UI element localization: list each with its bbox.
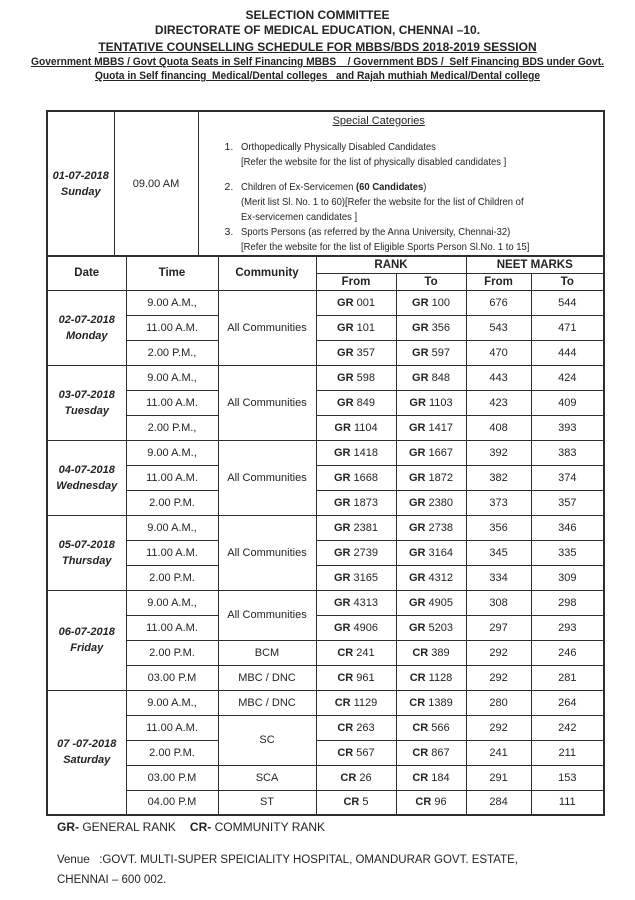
subtitle-line-1: Government MBBS / Govt Quota Seats in Self Financing MBBS / Government BDS / Self Financing BDS under Govt.	[31, 56, 604, 68]
time-cell: 11.00 A.M.	[126, 390, 218, 415]
special-session-row	[47, 111, 604, 256]
list-item-number: 1.	[224, 141, 234, 153]
rank-to-cell: CR 184	[396, 765, 466, 790]
time-cell: 03.00 P.M	[126, 765, 218, 790]
special-content-cell	[198, 111, 604, 256]
community-cell: All Communities	[218, 515, 316, 590]
date-value: 07 -07-2018	[57, 738, 117, 751]
rank-prefix: GR	[333, 596, 351, 609]
cr-abbreviation: CR-	[189, 820, 212, 834]
schedule-row	[47, 565, 604, 590]
time-cell: 9.00 A.M.,	[126, 440, 218, 465]
schedule-row	[47, 465, 604, 490]
neet-from-cell: 408	[466, 415, 531, 440]
neet-from-cell: 676	[466, 290, 531, 315]
schedule-row	[47, 340, 604, 365]
neet-to-cell: 281	[531, 665, 604, 690]
day-value: Tuesday	[64, 404, 109, 417]
text-segment: Orthopedically Physically Disabled Candidates	[240, 141, 436, 153]
community-cell: BCM	[218, 640, 316, 665]
schedule-row	[47, 290, 604, 315]
rank-prefix: CR	[409, 696, 426, 709]
neet-to-cell: 335	[531, 540, 604, 565]
neet-to-cell: 298	[531, 590, 604, 615]
special-day-value: Sunday	[60, 185, 101, 198]
date-value: 03-07-2018	[58, 388, 115, 401]
rank-prefix: GR	[333, 446, 351, 459]
rank-prefix: GR	[333, 471, 351, 484]
community-cell: All Communities	[218, 440, 316, 515]
date-cell	[47, 515, 126, 590]
neet-to-cell: 544	[531, 290, 604, 315]
rank-prefix: CR	[340, 771, 357, 784]
neet-to-cell: 211	[531, 740, 604, 765]
rank-from-cell: GR 357	[316, 340, 396, 365]
time-cell: 04.00 P.M	[126, 790, 218, 815]
time-cell: 2.00 P.M.	[126, 565, 218, 590]
rank-prefix: GR	[412, 346, 429, 359]
rank-prefix: CR	[412, 746, 429, 759]
rank-prefix: GR	[412, 321, 429, 334]
rank-prefix: CR	[337, 671, 354, 684]
time-cell: 2.00 P.M.	[126, 740, 218, 765]
rank-from-cell: GR 849	[316, 390, 396, 415]
rank-to-cell: GR 356	[396, 315, 466, 340]
neet-to-cell: 424	[531, 365, 604, 390]
rank-from-cell: GR 3165	[316, 565, 396, 590]
rank-to-cell: GR 5203	[396, 615, 466, 640]
venue-block	[57, 850, 518, 890]
neet-from-cell: 297	[466, 615, 531, 640]
time-cell: 11.00 A.M.	[126, 315, 218, 340]
neet-from-cell: 292	[466, 715, 531, 740]
rank-prefix: GR	[409, 396, 426, 409]
schedule-body	[47, 290, 604, 815]
time-cell: 9.00 A.M.,	[126, 690, 218, 715]
header-time: Time	[126, 256, 218, 290]
rank-prefix: GR	[408, 496, 426, 509]
title-schedule: TENTATIVE COUNSELLING SCHEDULE FOR MBBS/BDS 2018-2019 SESSION	[98, 40, 537, 54]
rank-from-cell: GR 2381	[316, 515, 396, 540]
text-line	[241, 155, 567, 170]
rank-from-cell: CR 5	[316, 790, 396, 815]
list-item-text	[241, 225, 604, 255]
neet-from-cell: 292	[466, 640, 531, 665]
rank-from-cell: CR 567	[316, 740, 396, 765]
schedule-row	[47, 690, 604, 715]
rank-to-cell: GR 2380	[396, 490, 466, 515]
rank-prefix: CR	[337, 646, 354, 659]
rank-prefix: CR	[412, 646, 429, 659]
rank-prefix: CR	[409, 671, 426, 684]
neet-from-cell: 308	[466, 590, 531, 615]
neet-from-cell: 291	[466, 765, 531, 790]
neet-from-cell: 334	[466, 565, 531, 590]
rank-prefix: CR	[337, 721, 354, 734]
text-line	[241, 195, 567, 210]
schedule-row	[47, 440, 604, 465]
neet-to-cell: 242	[531, 715, 604, 740]
rank-prefix: GR	[337, 371, 354, 384]
day-value: Thursday	[61, 554, 112, 567]
rank-to-cell: GR 4905	[396, 590, 466, 615]
rank-to-cell: GR 2738	[396, 515, 466, 540]
neet-to-cell: 383	[531, 440, 604, 465]
community-cell: MBC / DNC	[218, 665, 316, 690]
time-cell: 03.00 P.M	[126, 665, 218, 690]
rank-prefix: CR	[415, 796, 432, 809]
neet-to-cell: 309	[531, 565, 604, 590]
text-segment: [Refer the website for the list of Eligible Sports Person Sl.No. 1 to 15]	[240, 241, 529, 253]
venue-line-1: Venue :GOVT. MULTI-SUPER SPEICIALITY HOSPITAL, OMANDURAR GOVT. ESTATE,	[57, 854, 518, 866]
header-rank-to: To	[396, 273, 466, 290]
special-categories-table	[46, 110, 605, 257]
neet-to-cell: 374	[531, 465, 604, 490]
time-cell: 2.00 P.M.	[126, 640, 218, 665]
rank-prefix: CR	[343, 796, 360, 809]
schedule-row	[47, 590, 604, 615]
neet-to-cell: 153	[531, 765, 604, 790]
rank-to-cell: CR 96	[396, 790, 466, 815]
text-line	[241, 180, 567, 195]
rank-prefix: GR	[337, 296, 354, 309]
rank-legend	[57, 820, 325, 834]
neet-from-cell: 356	[466, 515, 531, 540]
rank-prefix: CR	[412, 721, 429, 734]
rank-from-cell: GR 1104	[316, 415, 396, 440]
special-date-cell	[47, 111, 114, 256]
text-segment: [Refer the website for the list of physically disabled candidates ]	[240, 156, 506, 168]
neet-from-cell: 543	[466, 315, 531, 340]
schedule-row	[47, 765, 604, 790]
date-value: 05-07-2018	[58, 538, 115, 551]
date-cell	[47, 690, 126, 815]
rank-to-cell: CR 389	[396, 640, 466, 665]
text-segment: Children of Ex-Servicemen	[240, 181, 356, 193]
date-cell	[47, 290, 126, 365]
rank-to-cell: GR 597	[396, 340, 466, 365]
neet-from-cell: 423	[466, 390, 531, 415]
list-item-text	[241, 180, 604, 225]
community-cell: ST	[218, 790, 316, 815]
header-rank: RANK	[316, 256, 466, 273]
neet-from-cell: 382	[466, 465, 531, 490]
text-line	[241, 210, 567, 225]
rank-to-cell: CR 566	[396, 715, 466, 740]
title-directorate: DIRECTORATE OF MEDICAL EDUCATION, CHENNAI –10.	[154, 23, 481, 37]
rank-from-cell: GR 2739	[316, 540, 396, 565]
neet-to-cell: 444	[531, 340, 604, 365]
text-segment: Ex-servicemen candidates ]	[240, 211, 357, 223]
rank-from-cell: GR 4906	[316, 615, 396, 640]
special-categories-heading: Special Categories	[332, 115, 425, 127]
date-value: 06-07-2018	[58, 626, 115, 638]
header-rank-from: From	[316, 273, 396, 290]
rank-prefix: GR	[333, 621, 351, 634]
rank-prefix: GR	[412, 371, 429, 384]
rank-from-cell: GR 4313	[316, 590, 396, 615]
document-header	[0, 8, 635, 83]
neet-to-cell: 471	[531, 315, 604, 340]
time-cell: 11.00 A.M.	[126, 465, 218, 490]
rank-from-cell: CR 26	[316, 765, 396, 790]
time-cell: 9.00 A.M.,	[126, 290, 218, 315]
rank-prefix: GR	[408, 596, 426, 609]
schedule-row	[47, 640, 604, 665]
neet-to-cell: 393	[531, 415, 604, 440]
neet-to-cell: 246	[531, 640, 604, 665]
rank-from-cell: GR 101	[316, 315, 396, 340]
rank-to-cell: GR 1872	[396, 465, 466, 490]
rank-prefix: GR	[408, 571, 426, 584]
special-time-cell: 09.00 AM	[114, 111, 198, 256]
time-cell: 9.00 A.M.,	[126, 590, 218, 615]
rank-prefix: GR	[408, 446, 426, 459]
rank-prefix: GR	[412, 296, 429, 309]
header-community: Community	[218, 256, 316, 290]
schedule-row	[47, 415, 604, 440]
rank-from-cell: CR 1129	[316, 690, 396, 715]
list-item-text	[241, 140, 604, 170]
rank-prefix: CR	[412, 771, 429, 784]
community-cell: SC	[218, 715, 316, 765]
rank-prefix: GR	[337, 321, 354, 334]
text-line	[241, 225, 567, 240]
day-value: Monday	[65, 329, 108, 342]
list-item-number: 3.	[224, 226, 234, 238]
rank-from-cell: CR 241	[316, 640, 396, 665]
neet-from-cell: 470	[466, 340, 531, 365]
day-value: Wednesday	[56, 479, 118, 492]
gr-meaning: GENERAL RANK	[79, 820, 176, 834]
community-cell: MBC / DNC	[218, 690, 316, 715]
header-neet-to: To	[531, 273, 604, 290]
rank-prefix: GR	[334, 421, 351, 434]
schedule-row	[47, 365, 604, 390]
text-segment: Sports Persons (as referred by the Anna University, Chennai-32)	[240, 226, 510, 238]
neet-to-cell: 346	[531, 515, 604, 540]
rank-prefix: GR	[333, 521, 351, 534]
time-cell: 11.00 A.M.	[126, 715, 218, 740]
neet-from-cell: 280	[466, 690, 531, 715]
neet-from-cell: 392	[466, 440, 531, 465]
date-cell	[47, 590, 126, 690]
special-date-value: 01-07-2018	[52, 169, 109, 182]
rank-to-cell: GR 1667	[396, 440, 466, 465]
special-category-item	[225, 180, 604, 225]
special-category-item	[225, 140, 604, 170]
rank-to-cell: GR 1103	[396, 390, 466, 415]
schedule-row	[47, 790, 604, 815]
schedule-row	[47, 490, 604, 515]
neet-from-cell: 241	[466, 740, 531, 765]
neet-to-cell: 111	[531, 790, 604, 815]
date-value: 04-07-2018	[58, 463, 115, 476]
rank-prefix: GR	[333, 571, 351, 584]
rank-to-cell: GR 848	[396, 365, 466, 390]
rank-from-cell: GR 001	[316, 290, 396, 315]
time-cell: 2.00 P.M.	[126, 490, 218, 515]
time-cell: 11.00 A.M.	[126, 615, 218, 640]
neet-from-cell: 292	[466, 665, 531, 690]
rank-prefix: GR	[408, 621, 426, 634]
community-cell: SCA	[218, 765, 316, 790]
day-value: Friday	[70, 642, 104, 654]
rank-from-cell: CR 263	[316, 715, 396, 740]
neet-to-cell: 293	[531, 615, 604, 640]
special-category-item	[225, 225, 604, 255]
gr-abbreviation: GR-	[57, 820, 79, 834]
schedule-row	[47, 715, 604, 740]
date-cell	[47, 365, 126, 440]
community-cell: All Communities	[218, 365, 316, 440]
rank-prefix: CR	[334, 696, 351, 709]
rank-from-cell: CR 961	[316, 665, 396, 690]
rank-to-cell: GR 4312	[396, 565, 466, 590]
rank-to-cell: CR 867	[396, 740, 466, 765]
community-cell: All Communities	[218, 290, 316, 365]
text-segment: (Merit list Sl. No. 1 to 60)[Refer the website for the list of Children of	[240, 196, 524, 208]
date-value: 02-07-2018	[58, 313, 115, 326]
title-committee: SELECTION COMMITTEE	[245, 8, 390, 22]
rank-prefix: GR	[333, 496, 351, 509]
day-value: Saturday	[63, 754, 111, 767]
subtitle-line-2: Quota in Self financing Medical/Dental colleges and Rajah muthiah Medical/Dental college	[94, 70, 541, 82]
rank-from-cell: GR 1668	[316, 465, 396, 490]
neet-from-cell: 284	[466, 790, 531, 815]
schedule-row	[47, 615, 604, 640]
rank-to-cell: CR 1128	[396, 665, 466, 690]
community-cell: All Communities	[218, 590, 316, 640]
rank-from-cell: GR 598	[316, 365, 396, 390]
text-line	[241, 240, 567, 255]
time-cell: 11.00 A.M.	[126, 540, 218, 565]
time-cell: 2.00 P.M.,	[126, 340, 218, 365]
rank-prefix: GR	[408, 421, 426, 434]
rank-to-cell: GR 100	[396, 290, 466, 315]
schedule-row	[47, 315, 604, 340]
rank-prefix: CR	[337, 746, 354, 759]
rank-from-cell: GR 1418	[316, 440, 396, 465]
bold-text-segment: (60 Candidates	[355, 181, 423, 193]
text-line	[241, 140, 567, 155]
neet-from-cell: 345	[466, 540, 531, 565]
rank-prefix: GR	[337, 346, 354, 359]
venue-line-2: CHENNAI – 600 002.	[57, 874, 167, 886]
special-categories-list	[199, 140, 604, 255]
schedule-header	[47, 256, 604, 290]
rank-prefix: GR	[337, 396, 354, 409]
schedule-row	[47, 515, 604, 540]
time-cell: 2.00 P.M.,	[126, 415, 218, 440]
neet-from-cell: 373	[466, 490, 531, 515]
schedule-row	[47, 390, 604, 415]
header-neet-from: From	[466, 273, 531, 290]
time-cell: 9.00 A.M.,	[126, 365, 218, 390]
text-segment: )	[422, 181, 426, 193]
list-item-number: 2.	[224, 181, 234, 193]
schedule-table	[46, 255, 605, 816]
schedule-row	[47, 740, 604, 765]
rank-from-cell: GR 1873	[316, 490, 396, 515]
neet-to-cell: 264	[531, 690, 604, 715]
neet-to-cell: 409	[531, 390, 604, 415]
neet-to-cell: 357	[531, 490, 604, 515]
rank-to-cell: GR 3164	[396, 540, 466, 565]
schedule-row	[47, 540, 604, 565]
rank-to-cell: GR 1417	[396, 415, 466, 440]
cr-meaning: COMMUNITY RANK	[211, 820, 326, 834]
rank-prefix: GR	[408, 471, 426, 484]
rank-prefix: GR	[408, 521, 426, 534]
time-cell: 9.00 A.M.,	[126, 515, 218, 540]
date-cell	[47, 440, 126, 515]
header-neet-marks: NEET MARKS	[466, 256, 604, 273]
schedule-row	[47, 665, 604, 690]
rank-prefix: GR	[333, 546, 351, 559]
header-date: Date	[47, 256, 126, 290]
rank-prefix: GR	[408, 546, 426, 559]
neet-from-cell: 443	[466, 365, 531, 390]
rank-to-cell: CR 1389	[396, 690, 466, 715]
